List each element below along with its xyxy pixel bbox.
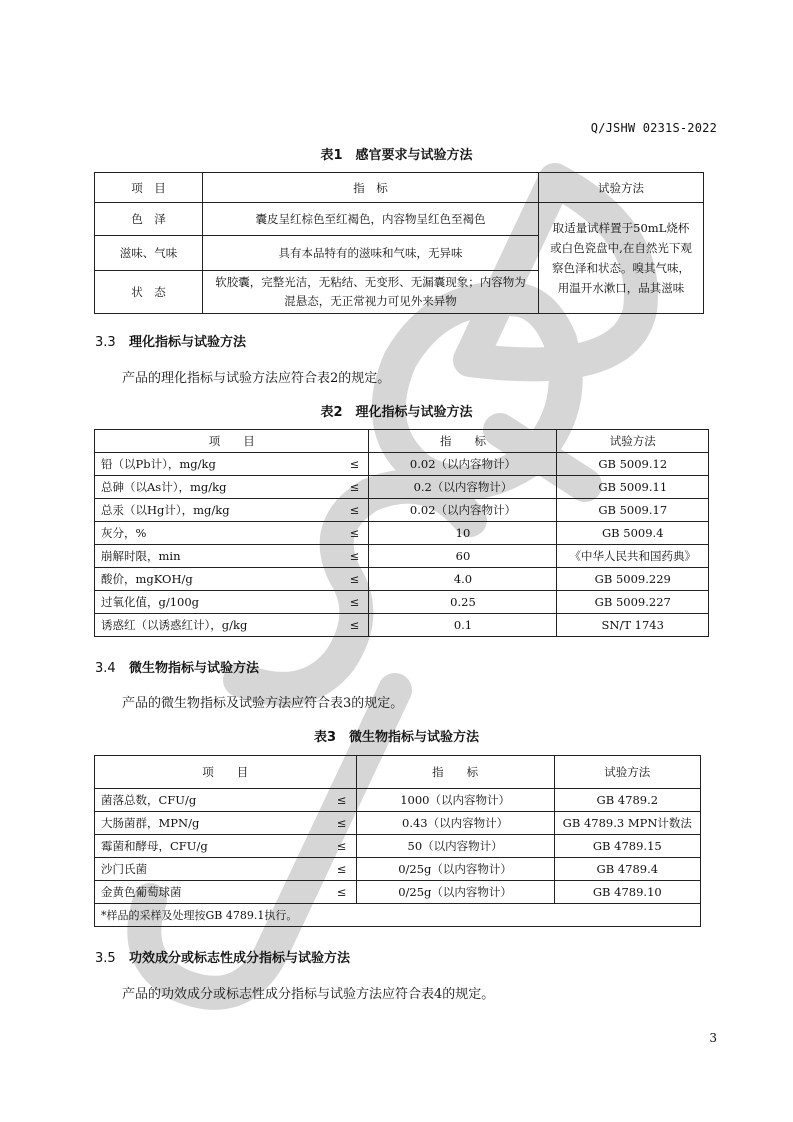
table2-item: 总汞（以Hg计），mg/kg — [95, 499, 341, 522]
le-symbol: ≤ — [328, 858, 357, 881]
sensory-requirements-table — [94, 172, 704, 314]
table-row — [95, 881, 701, 904]
table2-item: 灰分，% — [95, 522, 341, 545]
table1-header-method: 试验方法 — [539, 173, 704, 203]
table-footnote-row — [95, 904, 701, 927]
le-symbol: ≤ — [328, 812, 357, 835]
table3-method: GB 4789.10 — [554, 881, 700, 904]
table3-method: GB 4789.3 MPN计数法 — [554, 812, 700, 835]
table3-value: 0/25g（以内容物计） — [356, 858, 554, 881]
table2-item: 总砷（以As计），mg/kg — [95, 476, 341, 499]
table3-item: 霉菌和酵母，CFU/g — [95, 835, 328, 858]
le-symbol: ≤ — [340, 499, 369, 522]
le-symbol: ≤ — [340, 522, 369, 545]
table3-method: GB 4789.4 — [554, 858, 700, 881]
le-symbol: ≤ — [340, 614, 369, 637]
le-symbol: ≤ — [340, 453, 369, 476]
table2-item: 崩解时限，min — [95, 545, 341, 568]
table-row — [95, 614, 709, 637]
table2-method: GB 5009.11 — [557, 476, 709, 499]
section-title: 功效成分或标志性成分指标与试验方法 — [129, 951, 351, 966]
section-number: 3.5 — [95, 951, 116, 966]
table1-indicator: 软胶囊，完整光洁，无粘结、无变形、无漏囊现象；内容物为混悬态，无正常视力可见外来异物 — [203, 271, 539, 314]
table1-item: 状 态 — [95, 271, 203, 314]
table3-value: 1000（以内容物计） — [356, 789, 554, 812]
physicochemical-table — [94, 429, 709, 637]
table2-value: 0.1 — [369, 614, 557, 637]
table2-method: SN/T 1743 — [557, 614, 709, 637]
le-symbol: ≤ — [340, 476, 369, 499]
le-symbol: ≤ — [340, 545, 369, 568]
table-row — [95, 835, 701, 858]
table2-value: 0.02（以内容物计） — [369, 499, 557, 522]
table2-header-indicator: 指 标 — [369, 430, 557, 453]
table2-header-method: 试验方法 — [557, 430, 709, 453]
table-row — [95, 858, 701, 881]
table2-item: 过氧化值，g/100g — [95, 591, 341, 614]
table2-method: GB 5009.229 — [557, 568, 709, 591]
section-3-3-heading — [95, 331, 246, 350]
table3-header-method: 试验方法 — [554, 756, 700, 789]
table-row — [95, 591, 709, 614]
table2-value: 0.2（以内容物计） — [369, 476, 557, 499]
le-symbol: ≤ — [328, 835, 357, 858]
table1-indicator: 具有本品特有的滋味和气味，无异味 — [203, 236, 539, 271]
table1-caption: 表1 感官要求与试验方法 — [320, 148, 473, 163]
table2-value: 10 — [369, 522, 557, 545]
table3-item: 大肠菌群，MPN/g — [95, 812, 328, 835]
table2-value: 0.02（以内容物计） — [369, 453, 557, 476]
le-symbol: ≤ — [340, 568, 369, 591]
table2-caption: 表2 理化指标与试验方法 — [320, 405, 473, 420]
table1-item: 色 泽 — [95, 203, 203, 236]
table2-method: GB 5009.4 — [557, 522, 709, 545]
table1-item: 滋味、气味 — [95, 236, 203, 271]
table-row — [95, 812, 701, 835]
table-row — [95, 203, 704, 236]
table-row — [95, 453, 709, 476]
table2-method: GB 5009.17 — [557, 499, 709, 522]
section-3-4-paragraph: 产品的微生物指标及试验方法应符合表3的规定。 — [122, 696, 404, 711]
table-row — [95, 568, 709, 591]
table3-value: 0.43（以内容物计） — [356, 812, 554, 835]
le-symbol: ≤ — [340, 591, 369, 614]
table2-value: 60 — [369, 545, 557, 568]
table3-item: 金黄色葡萄球菌 — [95, 881, 328, 904]
section-title: 微生物指标与试验方法 — [129, 661, 260, 676]
table1-header-indicator: 指 标 — [203, 173, 539, 203]
table-row — [95, 476, 709, 499]
section-3-4-heading — [95, 657, 259, 676]
table2-header-item: 项 目 — [95, 430, 369, 453]
section-3-3-paragraph: 产品的理化指标与试验方法应符合表2的规定。 — [122, 371, 391, 386]
le-symbol: ≤ — [328, 881, 357, 904]
table3-item: 菌落总数，CFU/g — [95, 789, 328, 812]
section-3-5-paragraph: 产品的功效成分或标志性成分指标与试验方法应符合表4的规定。 — [122, 987, 495, 1002]
table3-caption: 表3 微生物指标与试验方法 — [313, 730, 480, 745]
table3-header-indicator: 指 标 — [356, 756, 554, 789]
table1-method: 取适量试样置于50mL烧杯或白色瓷盘中,在自然光下观察色泽和状态。嗅其气味，用温开水漱口，品其滋味 — [539, 203, 704, 314]
le-symbol: ≤ — [328, 789, 357, 812]
section-number: 3.4 — [95, 661, 116, 676]
table2-value: 0.25 — [369, 591, 557, 614]
table3-value: 50（以内容物计） — [356, 835, 554, 858]
section-number: 3.3 — [95, 335, 116, 350]
table2-item: 酸价，mgKOH/g — [95, 568, 341, 591]
table-row — [95, 545, 709, 568]
table2-item: 诱惑红（以诱惑红计），g/kg — [95, 614, 341, 637]
table-row — [95, 522, 709, 545]
table3-value: 0/25g（以内容物计） — [356, 881, 554, 904]
table3-footnote: *样品的采样及处理按GB 4789.1执行。 — [95, 904, 701, 927]
table3-header-item: 项 目 — [95, 756, 357, 789]
table-row — [95, 789, 701, 812]
section-3-5-heading — [95, 947, 350, 966]
standard-number: Q/JSHW 0231S-2022 — [590, 121, 717, 135]
table1-indicator: 囊皮呈红棕色至红褐色，内容物呈红色至褐色 — [203, 203, 539, 236]
table2-value: 4.0 — [369, 568, 557, 591]
microbiological-table — [94, 755, 701, 927]
table2-method: 《中华人民共和国药典》 — [557, 545, 709, 568]
table3-method: GB 4789.15 — [554, 835, 700, 858]
table-row — [95, 499, 709, 522]
table3-item: 沙门氏菌 — [95, 858, 328, 881]
page-number: 3 — [709, 1031, 717, 1045]
table2-method: GB 5009.12 — [557, 453, 709, 476]
table1-header-item: 项 目 — [95, 173, 203, 203]
table3-method: GB 4789.2 — [554, 789, 700, 812]
section-title: 理化指标与试验方法 — [129, 335, 247, 350]
table2-method: GB 5009.227 — [557, 591, 709, 614]
table2-item: 铅（以Pb计），mg/kg — [95, 453, 341, 476]
